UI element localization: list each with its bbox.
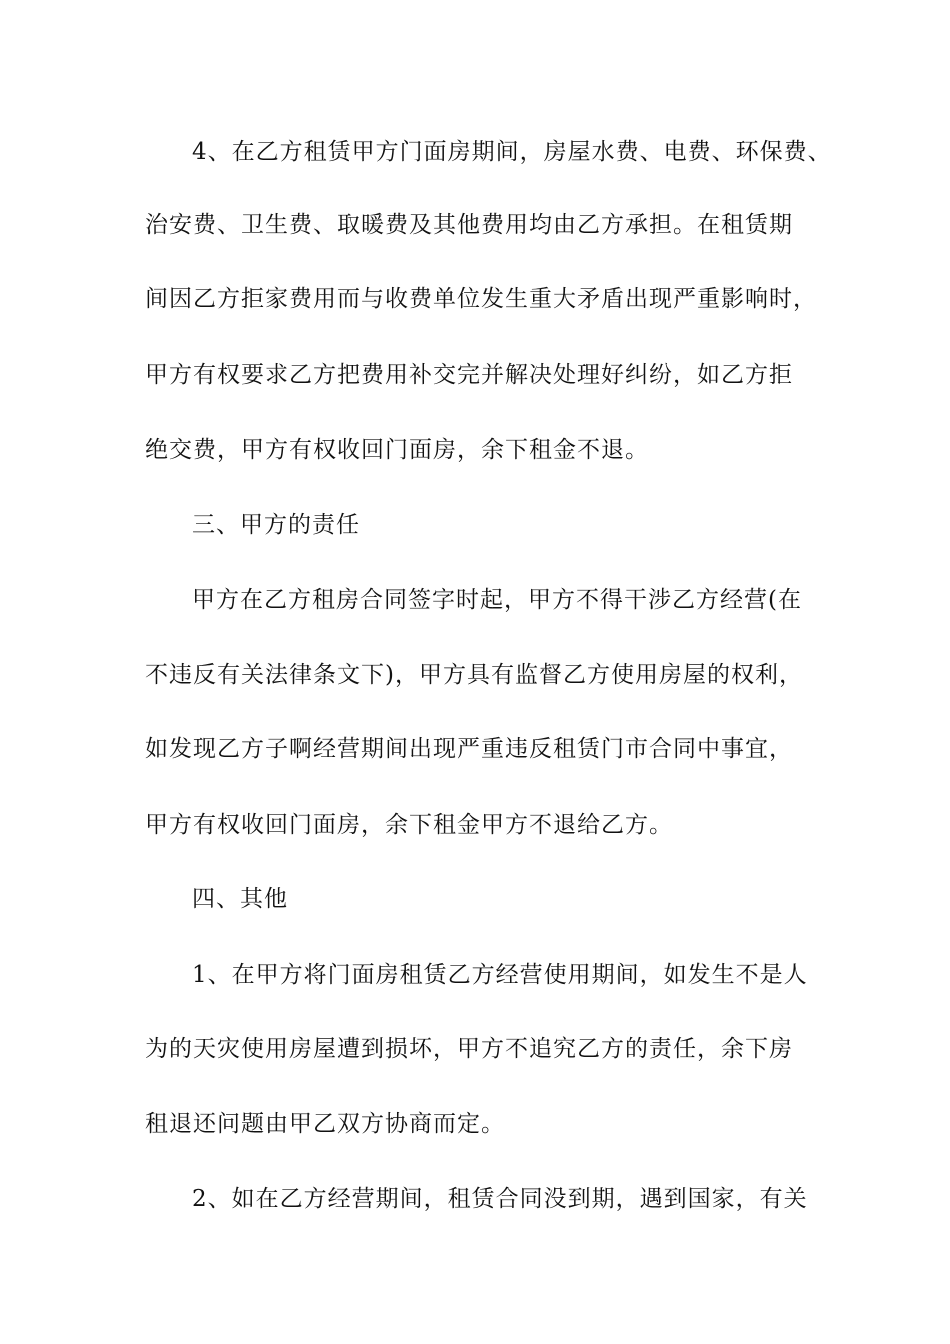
text-line: 2、如在乙方经营期间，租赁合同没到期，遇到国家，有关 [192,1186,808,1212]
text-line: 甲方有权收回门面房，余下租金甲方不退给乙方。 [145,812,673,838]
text-line: 甲方在乙方租房合同签字时起，甲方不得干涉乙方经营(在 [192,587,802,613]
text-line: 间因乙方拒家费用而与收费单位发生重大矛盾出现严重影响时， [145,286,817,312]
text-line: 不违反有关法律条文下)，甲方具有监督乙方使用房屋的权利， [145,662,803,688]
text-line: 为的天灾使用房屋遭到损坏，甲方不追究乙方的责任，余下房 [145,1036,793,1062]
section-heading: 四、其他 [192,886,288,912]
text-line: 绝交费，甲方有权收回门面房，余下租金不退。 [145,437,649,463]
text-line: 1、在甲方将门面房租赁乙方经营使用期间，如发生不是人 [192,962,808,988]
text-line: 甲方有权要求乙方把费用补交完并解决处理好纠纷，如乙方拒 [145,362,793,388]
text-line: 租退还问题由甲乙双方协商而定。 [145,1111,505,1137]
text-line: 如发现乙方子啊经营期间出现严重违反租赁门市合同中事宜， [145,736,793,762]
section-heading: 三、甲方的责任 [192,512,360,538]
text-line: 治安费、卫生费、取暖费及其他费用均由乙方承担。在租赁期 [145,212,793,238]
text-line: 4、在乙方租赁甲方门面房期间，房屋水费、电费、环保费、 [192,139,832,165]
